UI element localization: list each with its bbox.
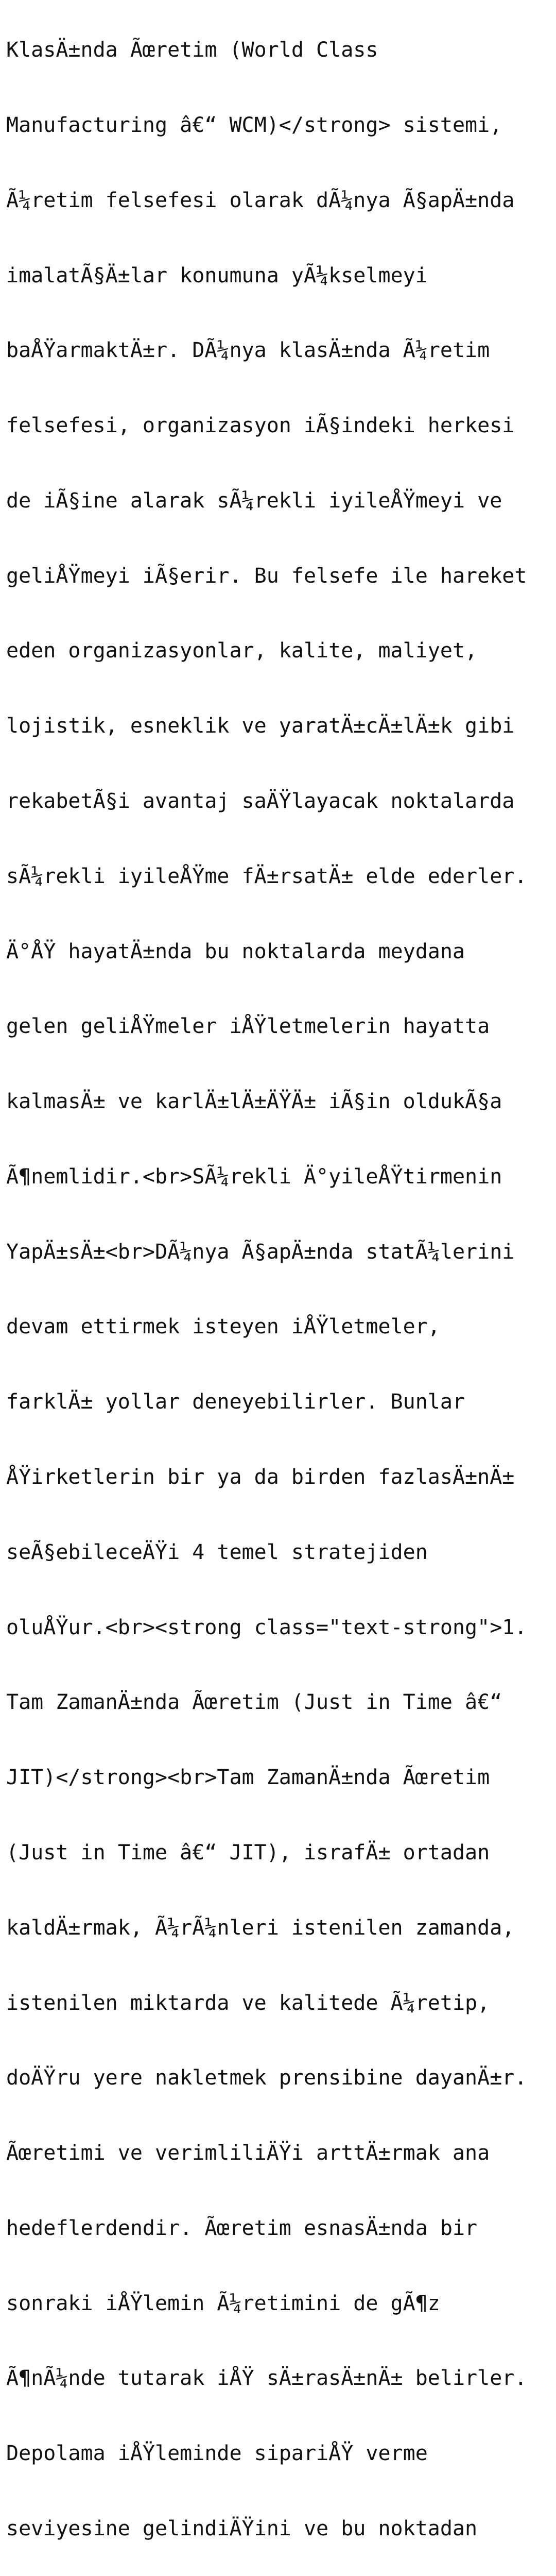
text-line: oluÅŸur.<br><strong class="text-strong">1. <box>6 1615 527 1639</box>
text-line: YapÄ±sÄ±<br>DÃ¼nya Ã§apÄ±nda statÃ¼lerini <box>6 1240 515 1264</box>
text-line: Tam ZamanÄ±nda Ãœretim (Just in Time â€“ <box>6 1690 502 1715</box>
text-line: imalatÃ§Ä±lar konumuna yÃ¼kselmeyi <box>6 263 428 287</box>
text-line: eden organizasyonlar, kalite, maliyet, <box>6 639 478 663</box>
text-line: Ä°ÅŸ hayatÄ±nda bu noktalarda meydana <box>6 939 465 963</box>
text-line: Ãœretimi ve verimliliÄŸi arttÄ±rmak ana <box>6 2141 490 2165</box>
text-line: sonraki iÅŸlemin Ã¼retimini de gÃ¶z <box>6 2291 440 2315</box>
text-line: geliÅŸmeyi iÃ§erir. Bu felsefe ile hareket <box>6 564 527 588</box>
text-line: Ã¶nemlidir.<br>SÃ¼rekli Ä°yileÅŸtirmenin <box>6 1164 502 1189</box>
text-line: istenilen miktarda ve kalitede Ã¼retip, <box>6 1991 490 2015</box>
raw-text-document <box>6 0 552 2576</box>
text-line: hedeflerdendir. Ãœretim esnasÄ±nda bir <box>6 2216 478 2240</box>
text-line: sÃ¼rekli iyileÅŸme fÄ±rsatÄ± elde ederler. <box>6 864 527 888</box>
text-line: KlasÄ±nda Ãœretim (World Class <box>6 38 378 62</box>
text-line: felsefesi, organizasyon iÃ§indeki herkesi <box>6 414 515 438</box>
text-line: seviyesine gelindiÄŸini ve bu noktadan <box>6 2516 478 2540</box>
text-line: de iÃ§ine alarak sÃ¼rekli iyileÅŸmeyi ve <box>6 488 502 513</box>
text-line: kaldÄ±rmak, Ã¼rÃ¼nleri istenilen zamanda, <box>6 1916 515 1940</box>
text-line: (Just in Time â€“ JIT), israfÄ± ortadan <box>6 1840 490 1865</box>
text-line: rekabetÃ§i avantaj saÄŸlayacak noktalarda <box>6 789 515 813</box>
text-line: Depolama iÅŸleminde sipariÅŸ verme <box>6 2442 428 2466</box>
text-line: Ã¼retim felsefesi olarak dÃ¼nya Ã§apÄ±nda <box>6 188 515 212</box>
text-line: ÅŸirketlerin bir ya da birden fazlasÄ±nÄ± <box>6 1465 515 1489</box>
text-line: kalmasÄ± ve karlÄ±lÄ±ÄŸÄ± iÃ§in oldukÃ§a <box>6 1090 502 1114</box>
text-line: doÄŸru yere nakletmek prensibine dayanÄ±r. <box>6 2066 527 2090</box>
text-line: devam ettirmek isteyen iÅŸletmeler, <box>6 1315 440 1339</box>
text-line: seÃ§ebileceÄŸi 4 temel stratejiden <box>6 1540 428 1564</box>
text-line: Manufacturing â€“ WCM)</strong> sistemi, <box>6 113 502 137</box>
text-line: baÅŸarmaktÄ±r. DÃ¼nya klasÄ±nda Ã¼retim <box>6 338 490 363</box>
text-line: gelen geliÅŸmeler iÅŸletmelerin hayatta <box>6 1014 490 1039</box>
text-line: farklÄ± yollar deneyebilirler. Bunlar <box>6 1390 465 1414</box>
text-line: Ã¶nÃ¼nde tutarak iÅŸ sÄ±rasÄ±nÄ± belirler. <box>6 2366 527 2391</box>
text-line: lojistik, esneklik ve yaratÄ±cÄ±lÄ±k gibi <box>6 714 515 738</box>
text-line: JIT)</strong><br>Tam ZamanÄ±nda Ãœretim <box>6 1766 490 1790</box>
